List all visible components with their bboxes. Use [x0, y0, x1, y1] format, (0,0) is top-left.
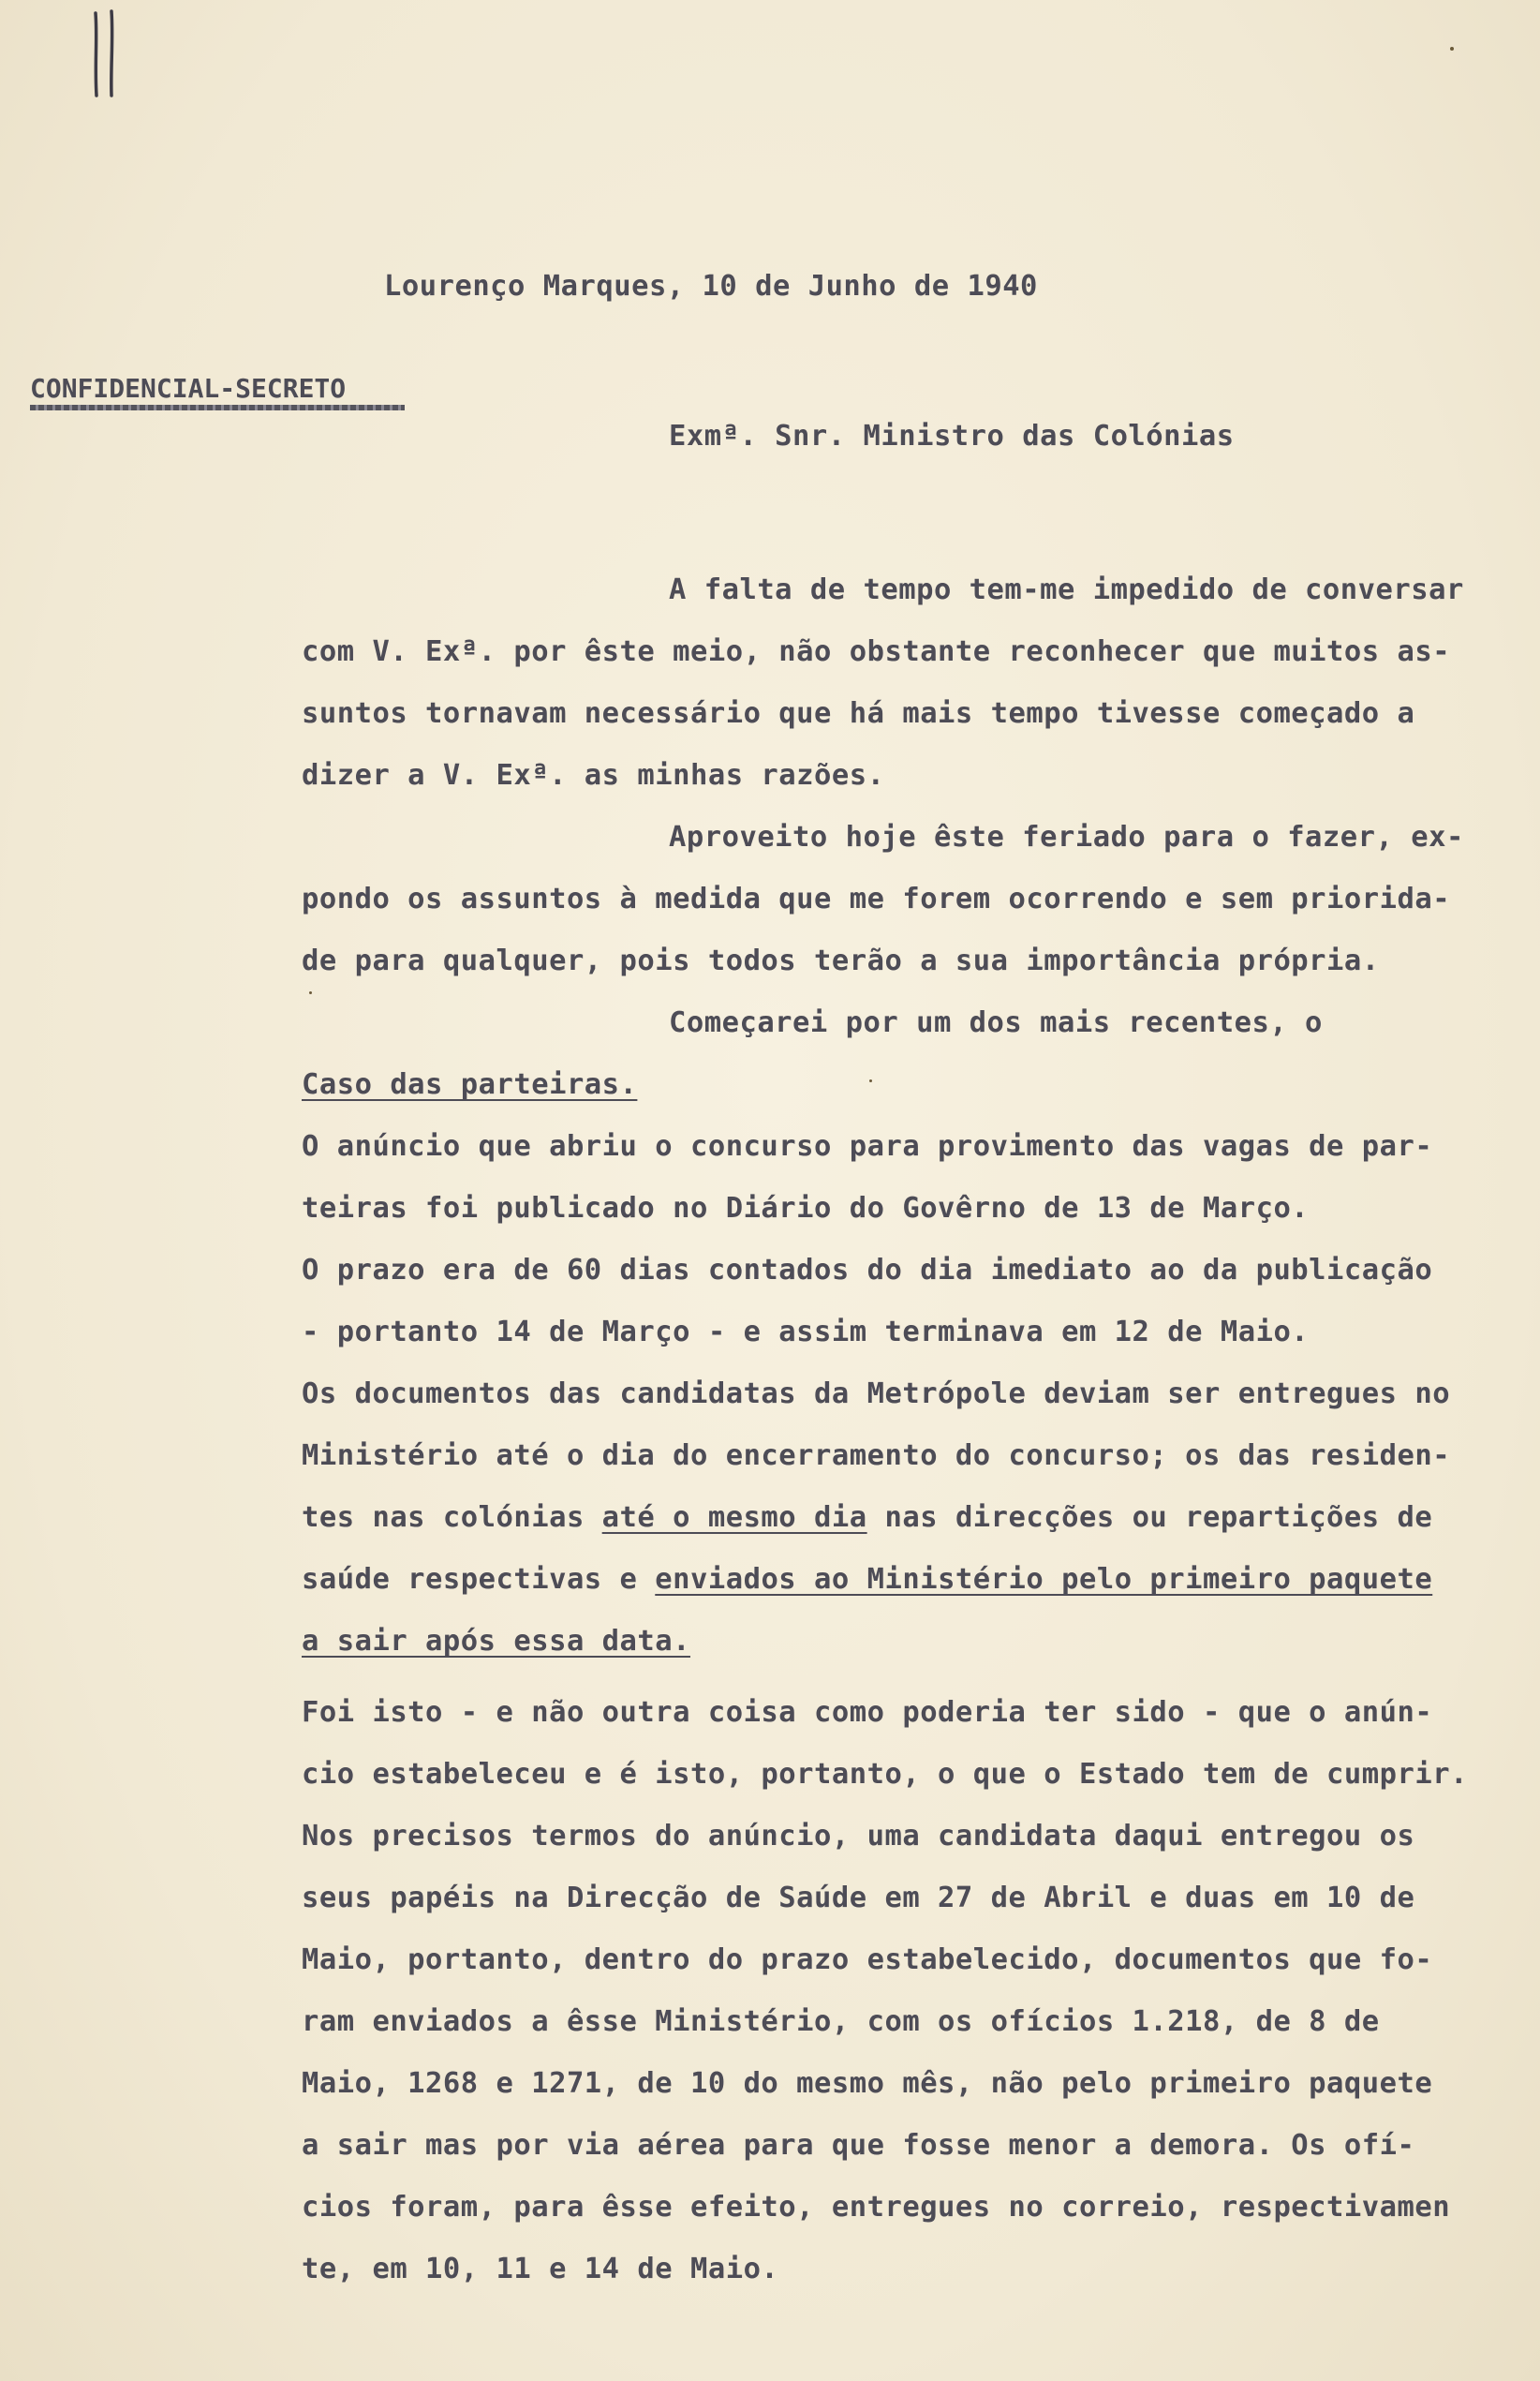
body-line: pondo os assuntos à medida que me forem ocorrendo e sem priorida-: [302, 883, 1451, 915]
place-date: Lourenço Marques, 10 de Junho de 1940: [384, 270, 1038, 303]
body-line: Começarei por um dos mais recentes, o: [669, 1006, 1323, 1039]
body-line: A falta de tempo tem-me impedido de conversar: [669, 573, 1464, 606]
body-line: te, em 10, 11 e 14 de Maio.: [302, 2253, 779, 2285]
margin-mark-icon: [86, 9, 124, 98]
body-line: O prazo era de 60 dias contados do dia imediato ao da publicação: [302, 1254, 1433, 1287]
body-line: cio estabeleceu e é isto, portanto, o que o Estado tem de cumprir.: [302, 1758, 1468, 1791]
paper-speck: [309, 991, 312, 994]
body-line: a sair após essa data.: [302, 1625, 690, 1658]
body-line: Os documentos das candidatas da Metrópole deviam ser entregues no: [302, 1377, 1451, 1410]
body-line: [302, 1563, 1432, 1596]
line-fragment: tes nas colónias: [302, 1501, 602, 1534]
body-line: Maio, portanto, dentro do prazo estabelecido, documentos que fo-: [302, 1943, 1433, 1976]
paper-speck: [1450, 47, 1454, 51]
classification-stamp: CONFIDENCIAL-SECRETO: [30, 373, 347, 404]
body-line: Foi isto - e não outra coisa como poderia ter sido - que o anún-: [302, 1696, 1433, 1729]
underlined-fragment: até o mesmo dia: [601, 1501, 867, 1534]
body-line: seus papéis na Direcção de Saúde em 27 de Abril e duas em 10 de: [302, 1882, 1415, 1914]
salutation: Exmª. Snr. Ministro das Colónias: [669, 420, 1235, 453]
section-heading: Caso das parteiras.: [302, 1068, 638, 1101]
body-line: Ministério até o dia do encerramento do concurso; os das residen-: [302, 1439, 1451, 1472]
body-line: [302, 1501, 1432, 1534]
body-line: Maio, 1268 e 1271, de 10 do mesmo mês, não pelo primeiro paquete: [302, 2067, 1433, 2100]
body-line: suntos tornavam necessário que há mais tempo tivesse começado a: [302, 697, 1415, 730]
body-line: Nos precisos termos do anúncio, uma candidata daqui entregou os: [302, 1820, 1415, 1853]
body-line: Aproveito hoje êste feriado para o fazer, ex-: [669, 821, 1464, 854]
classification-underline: [30, 405, 405, 410]
body-line: teiras foi publicado no Diário do Govêrno de 13 de Março.: [302, 1192, 1310, 1225]
body-line: com V. Exª. por êste meio, não obstante reconhecer que muitos as-: [302, 635, 1451, 668]
body-line: dizer a V. Exª. as minhas razões.: [302, 759, 885, 792]
paper-speck: [869, 1079, 872, 1082]
line-fragment: saúde respectivas e: [302, 1563, 656, 1596]
body-line: ram enviados a êsse Ministério, com os ofícios 1.218, de 8 de: [302, 2005, 1380, 2038]
body-line: de para qualquer, pois todos terão a sua importância própria.: [302, 945, 1380, 977]
body-line: a sair mas por via aérea para que fosse menor a demora. Os ofí-: [302, 2129, 1415, 2162]
body-line: - portanto 14 de Março - e assim terminava em 12 de Maio.: [302, 1316, 1310, 1348]
underlined-fragment: enviados ao Ministério pelo primeiro paquete: [655, 1563, 1433, 1596]
line-fragment: nas direcções ou repartições de: [866, 1501, 1433, 1534]
body-line: cios foram, para êsse efeito, entregues no correio, respectivamen: [302, 2191, 1451, 2224]
body-line: O anúncio que abriu o concurso para provimento das vagas de par-: [302, 1130, 1433, 1163]
